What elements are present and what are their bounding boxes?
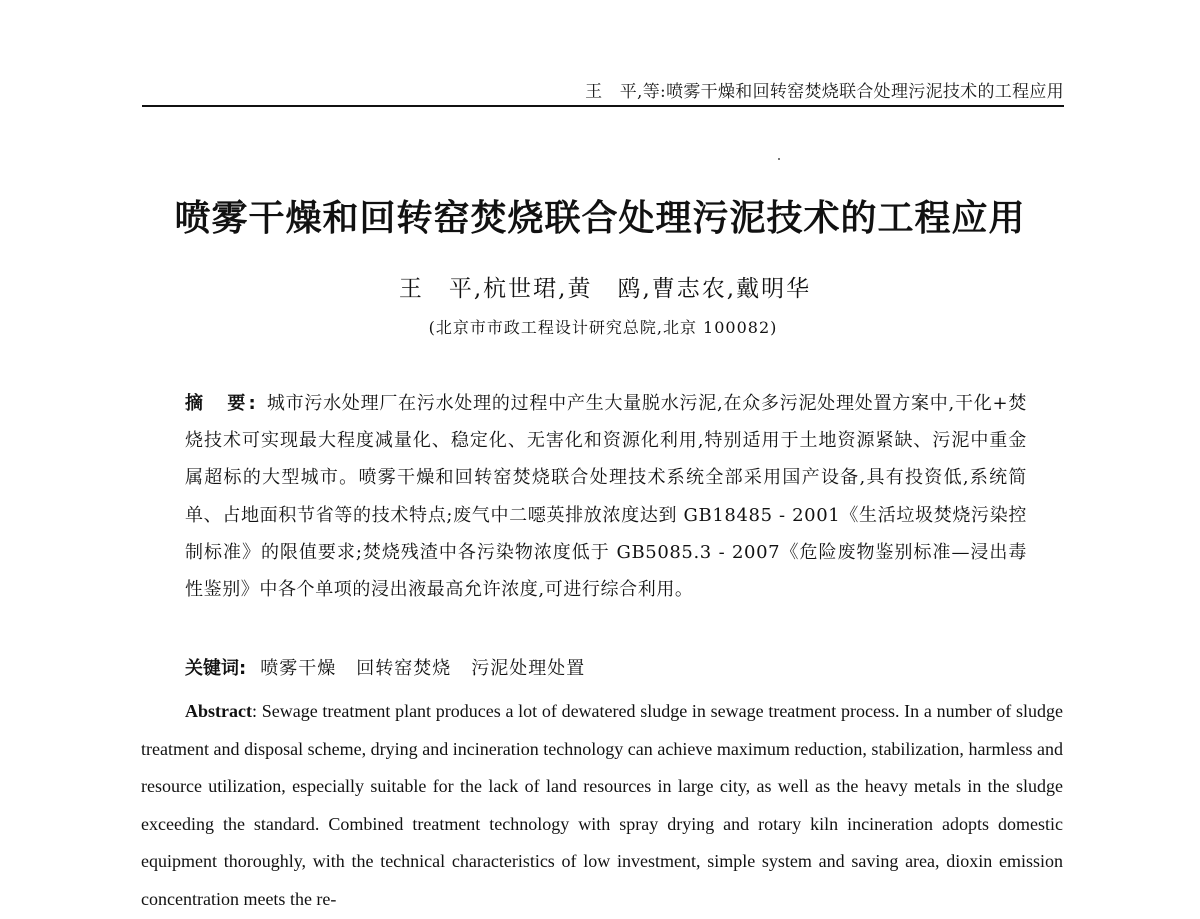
paper-title: 喷雾干燥和回转窑焚烧联合处理污泥技术的工程应用 [174,198,1026,239]
author-list: 王 平,杭世珺,黄 鸥,曹志农,戴明华 [398,276,812,302]
header-rule [142,105,1064,107]
abstract-en-separator: : [251,701,262,721]
keyword-item: 污泥处理处置 [471,658,586,679]
keyword-item: 回转窑焚烧 [356,658,452,679]
abstract-en-text: Sewage treatment plant produces a lot of dewatered sludge in sewage treatment process. In a number of sludge treatment and disposal scheme, drying and incineration technology can achieve maximum reduction, stabilization, harmless and resource utilization, especially suitable for the lack of land resources in large city, as well as the heavy metals in the sludge exceeding the standard. Combined treatment technology with spray drying and rotary kiln incineration adopts domestic equipment thoroughly, with the technical characteristics of low investment, simple system and saving area, dioxin emission concentration meets the re- [141,701,1063,909]
abstract-en-label: Abstract [185,701,252,721]
abstract-cn-text: 城市污水处理厂在污水处理的过程中产生大量脱水污泥,在众多污泥处理处置方案中,干化+焚烧技术可实现最大程度减量化、稳定化、无害化和资源化利用,特别适用于土地资源紧缺、污泥中重金属超标的大型城市。喷雾干燥和回转窑焚烧联合处理技术系统全部采用国产设备,具有投资低,系统简单、占地面积节省等的技术特点;废气中二噁英排放浓度达到 GB18485 - 2001《生活垃圾焚烧污染控制标准》的限值要求;焚烧残渣中各污染物浓度低于 GB5085.3 - 2007《危险废物鉴别标准—浸出毒性鉴别》中各个单项的浸出液最高允许浓度,可进行综合利用。 [185,393,1027,601]
running-header: 王 平,等:喷雾干燥和回转窑焚烧联合处理污泥技术的工程应用 [585,82,1064,102]
scan-speck [778,158,780,160]
keyword-item: 喷雾干燥 [260,658,337,679]
abstract-en [141,693,1063,919]
keywords-cn [185,654,605,680]
abstract-cn-label: 摘 要: [185,393,259,414]
affiliation: (北京市市政工程设计研究总院,北京 100082) [428,318,778,337]
abstract-cn [185,385,1027,608]
keywords-label: 关键词: [185,658,247,679]
